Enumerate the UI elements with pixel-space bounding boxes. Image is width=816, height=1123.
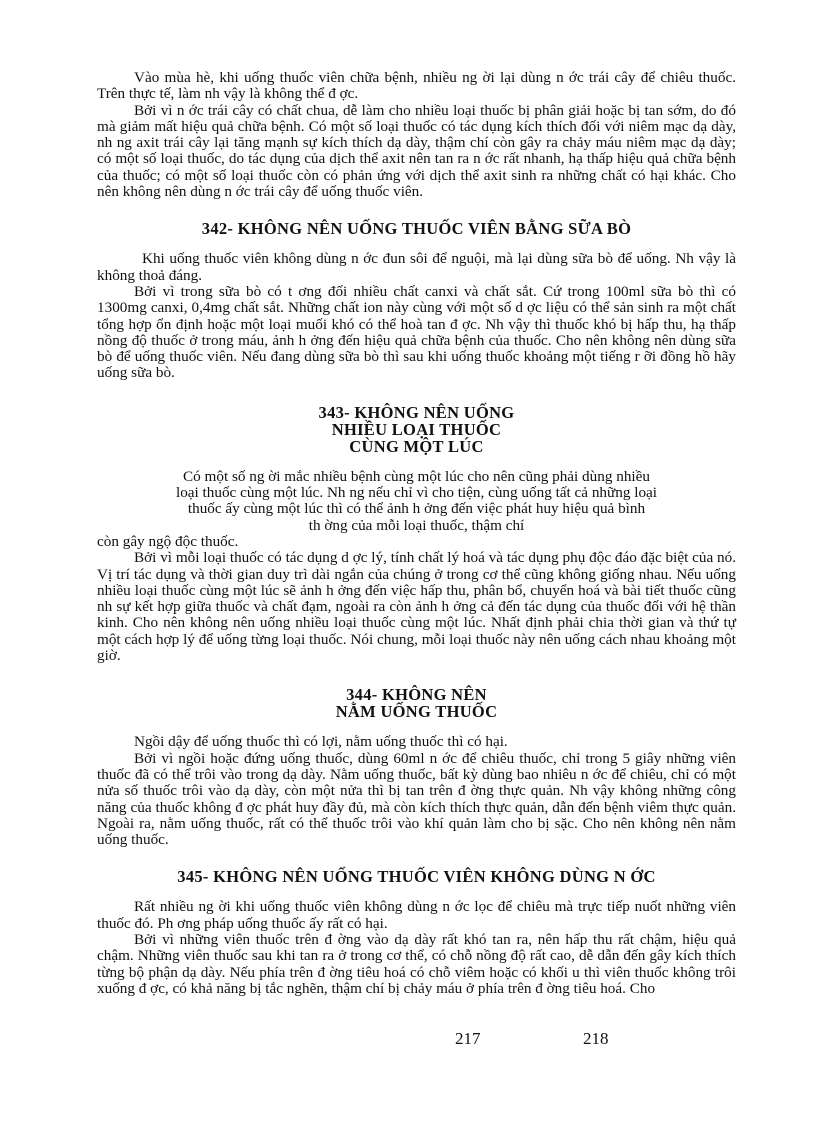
section-343-paragraph-1 xyxy=(97,469,736,534)
section-343-p1-line-1: Có một số ng ời mắc nhiều bệnh cùng một lúc cho nên cũng phải dùng nhiều xyxy=(183,467,650,485)
section-342 xyxy=(97,220,736,381)
section-343 xyxy=(97,404,736,665)
section-343-paragraph-2: Bởi vì mỗi loại thuốc có tác dụng d ợc lý, tính chất lý hoá và tác dụng phụ độc đáo đặc biệt của nó. Vị trí tác dụng và thời gian duy trì dài ngắn của chúng ở trong cơ thể cũng không giống nhau. Nếu uống nhiều loại thuốc cùng một lúc sẽ ảnh h ởng đến việc hấp thu, phân bổ, chuyển hoá và bài tiết thuốc cũng nh sự kết hợp giữa thuốc và chất đạm, ngoài ra còn ảnh h ởng cả đến tác dụng của thuốc đối với hệ thần kinh. Cho nên không nên uống nhiều loại thuốc cùng một lúc. Nhất định phải chia thời gian và thứ tự một cách hợp lý để uống từng loại thuốc. Nói chung, mỗi loại thuốc này nên uống cách nhau khoảng một giờ. xyxy=(97,549,736,665)
section-345-paragraph-1: Rất nhiều ng ời khi uống thuốc viên không dùng n ớc lọc để chiêu mà trực tiếp nuốt những viên thuốc đó. Ph ơng pháp uống thuốc ấy rất có hại. xyxy=(97,898,736,932)
intro-paragraph-1: Vào mùa hè, khi uống thuốc viên chữa bệnh, nhiều ng ời lại dùng n ớc trái cây để chiêu thuốc. Trên thực tế, làm nh vậy là không thể đ ợc. xyxy=(97,69,736,103)
section-343-heading-line-1: 343- KHÔNG NÊN UỐNG xyxy=(318,402,515,422)
intro-paragraph-2: Bởi vì n ớc trái cây có chất chua, dễ làm cho nhiều loại thuốc bị phân giải hoặc bị tan sớm, do đó mà giảm mất hiệu quả chữa bệnh. Có một số loại thuốc có tác dụng kích thích đối với niêm mạc dạ dày, nh ng axit trái cây lại tăng mạnh sự kích thích dạ dày, thậm chí còn gây ra chảy máu niêm mạc dạ dày; có một số loại thuốc, do tác dụng của dịch thể axit nên tan ra n ớc rất nhanh, hạ thấp hiệu quả chữa bệnh của thuốc; có một số loại thuốc còn có phản ứng với dịch thể axit sinh ra những chất có hại khác. Cho nên không nên dùng n ớc trái cây để uống thuốc viên. xyxy=(97,101,736,201)
section-344 xyxy=(97,686,736,848)
section-342-heading: 342- KHÔNG NÊN UỐNG THUỐC VIÊN BẰNG SỮA BÒ xyxy=(201,219,632,239)
intro-section xyxy=(97,70,736,200)
section-343-heading xyxy=(97,404,736,455)
section-343-p1-line-3: thuốc ấy cùng một lúc thì có thể ảnh h ởng đến việc phát huy hiệu quả bình xyxy=(187,500,646,518)
section-343-heading-line-2: NHIỀU LOẠI THUỐC xyxy=(331,419,502,439)
section-342-paragraph-1: Khi uống thuốc viên không dùng n ớc đun sôi để nguội, mà lại dùng sữa bò để uống. Nh vậy là không thoả đáng. xyxy=(97,250,736,284)
section-344-paragraph-2: Bởi vì ngồi hoặc đứng uống thuốc, dùng 60ml n ớc để chiêu thuốc, chỉ trong 5 giây những viên thuốc đã có thể trôi vào trong dạ dày. Nằm uống thuốc, bất kỳ dùng bao nhiêu n ớc để chiêu, chỉ có một nửa số thuốc trôi vào dạ dày, còn một nửa thì bị tan trên đ ờng thực quản. Nh vậy không những công năng của thuốc không đ ợc phát huy đầy đủ, mà còn kích thích thực quản, dẫn đến bệnh viêm thực quản. Ngoài ra, nằm uống thuốc, rất có thể thuốc trôi vào khí quản làm cho bị sặc. Cho nên không nên nằm uống thuốc. xyxy=(97,749,736,849)
section-345-paragraph-2: Bởi vì những viên thuốc trên đ ờng vào dạ dày rất khó tan ra, nên hấp thu rất chậm, hiệu quả chậm. Những viên thuốc sau khi tan ra ở trong cơ thể, có chỗ nồng độ rất cao, dễ dẫn đến gây kích thích từng bộ phận dạ dày. Nếu phía trên đ ờng tiêu hoá có chỗ viêm hoặc có khối u thì viên thuốc không trôi xuống đ ợc, có khả năng bị tắc nghẽn, thậm chí bị chảy máu ở phía trên đ ờng tiêu hoá. Cho xyxy=(97,930,736,997)
section-345-heading: 345- KHÔNG NÊN UỐNG THUỐC VIÊN KHÔNG DÙNG N ỚC xyxy=(177,867,656,887)
page-numbers xyxy=(455,1029,655,1049)
section-342-paragraph-2: Bởi vì trong sữa bò có t ơng đối nhiều chất canxi và chất sắt. Cứ trong 100ml sữa bò thì có 1300mg canxi, 0,4mg chất sắt. Những chất ion này cùng với một số d ợc liệu có thể sản sinh ra một chất tổng hợp ổn định hoặc một loại muối khó có thể hoà tan đ ợc. Nh vậy thì thuốc khó bị hấp thu, hạ thấp nồng độ thuốc ở trong máu, ảnh h ởng đến hiệu quả chữa bệnh của thuốc. Cho nên không nên dùng sữa bò để uống thuốc viên. Nếu đang dùng sữa bò thì sau khi uống thuốc khoảng một tiếng r ỡi đồng hồ hãy uống sữa bò. xyxy=(97,282,736,382)
page-number-left: 217 xyxy=(455,1029,481,1048)
section-345 xyxy=(97,868,736,997)
section-344-heading xyxy=(97,686,736,720)
section-343-p1-line-4: th ờng của mỗi loại thuốc, thậm chí xyxy=(308,516,525,534)
page-number-right: 218 xyxy=(583,1029,609,1048)
section-343-p1-line-2: loại thuốc cùng một lúc. Nh ng nếu chỉ vì cho tiện, cùng uống tất cả những loại xyxy=(175,484,658,502)
section-343-p1-line-5: còn gây ngộ độc thuốc. xyxy=(97,532,239,550)
section-344-heading-line-2: NẰM UỐNG THUỐC xyxy=(335,702,498,722)
section-344-heading-line-1: 344- KHÔNG NÊN xyxy=(346,685,487,705)
section-343-heading-line-3: CÙNG MỘT LÚC xyxy=(349,436,484,456)
section-344-paragraph-1: Ngồi dậy để uống thuốc thì có lợi, nằm uống thuốc thì có hại. xyxy=(134,733,508,751)
